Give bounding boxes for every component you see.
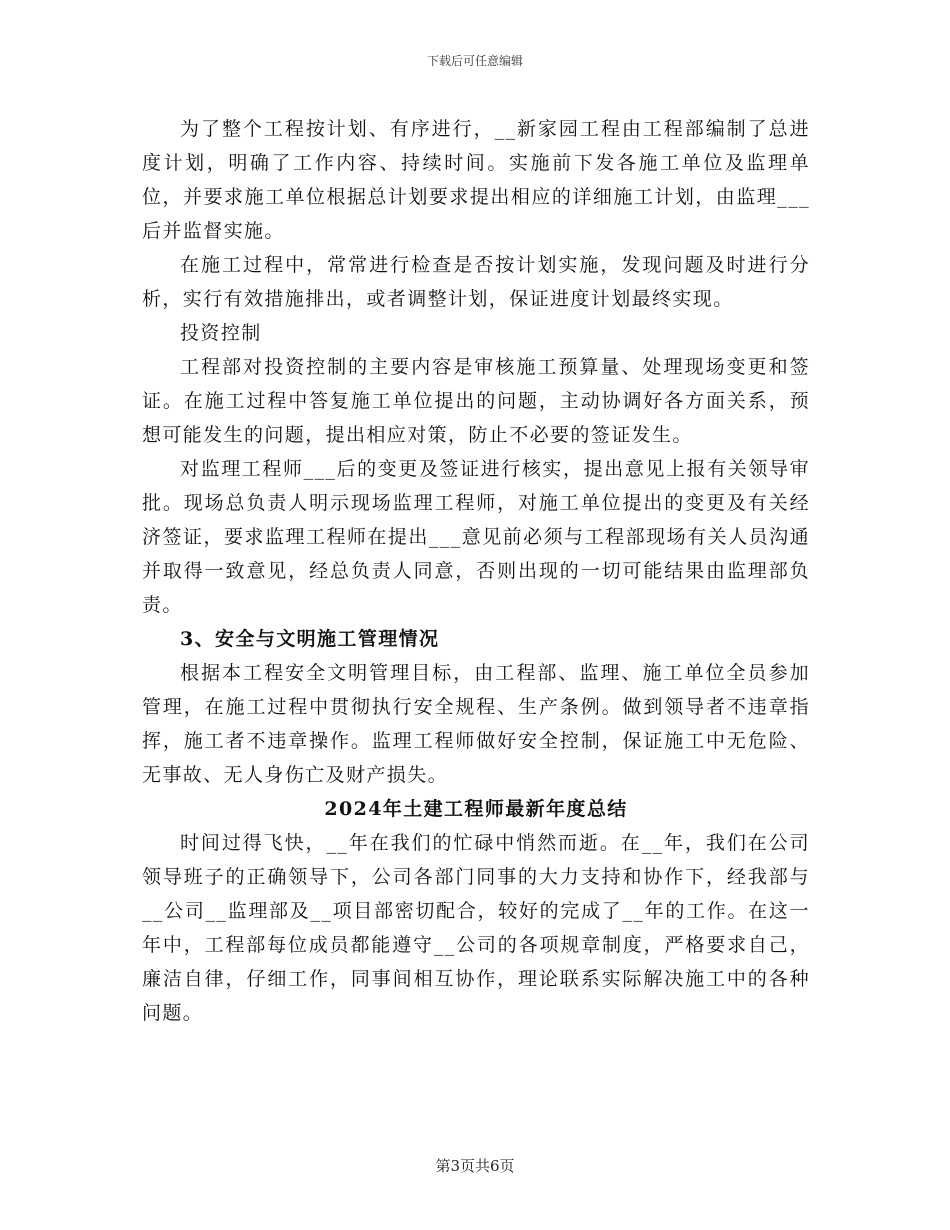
document-title: 2024年土建工程师最新年度总结 — [324, 798, 628, 820]
page-header: 下载后可任意编辑 — [426, 54, 523, 68]
section-heading-safety: 3、安全与文明施工管理情况 — [180, 628, 440, 650]
paragraph-safety-management: 根据本工程安全文明管理目标，由工程部、监理、施工单位全员参加管理，在施工过程中贯彻执行安全规程、生产条例。做到领导者不违章指挥，施工者不违章操作。监理工程师做好安全控制，保证施工中无危险、无事故、无人身伤亡及财产损失。 — [142, 662, 810, 786]
section-heading-investment-control: 投资控制 — [180, 322, 262, 344]
paragraph-year-summary: 时间过得飞快，__年在我们的忙碌中悄然而逝。在__年，我们在公司领导班子的正确领导下，公司各部门同事的大力支持和协作下，经我部与__公司__监理部及__项目部密切配合，较好的完成了__年的工作。在这一年中，工程部每位成员都能遵守__公司的各项规章制度，严格要求自己，廉洁自律，仔细工作，同事间相互协作，理论联系实际解决施工中的各种问题。 — [142, 832, 810, 1024]
page-number: 第3页共6页 — [435, 1157, 515, 1175]
paragraph-schedule-check: 在施工过程中，常常进行检查是否按计划实施，发现问题及时进行分析，实行有效措施排出，或者调整计划，保证进度计划最终实现。 — [142, 254, 810, 310]
paragraph-investment-control: 工程部对投资控制的主要内容是审核施工预算量、处理现场变更和签证。在施工过程中答复施工单位提出的问题，主动协调好各方面关系，预想可能发生的问题，提出相应对策，防止不必要的签证发生。 — [142, 356, 810, 446]
paragraph-schedule-plan: 为了整个工程按计划、有序进行，__新家园工程由工程部编制了总进度计划，明确了工作内容、持续时间。实施前下发各施工单位及监理单位，并要求施工单位根据总计划要求提出相应的详细施工计划，由监理___后并监督实施。 — [142, 118, 810, 242]
paragraph-change-verification: 对监理工程师___后的变更及签证进行核实，提出意见上报有关领导审批。现场总负责人明示现场监理工程师，对施工单位提出的变更及有关经济签证，要求监理工程师在提出___意见前必须与工程部现场有关人员沟通并取得一致意见，经总负责人同意，否则出现的一切可能结果由监理部负责。 — [142, 458, 810, 616]
document-body — [142, 112, 810, 1030]
